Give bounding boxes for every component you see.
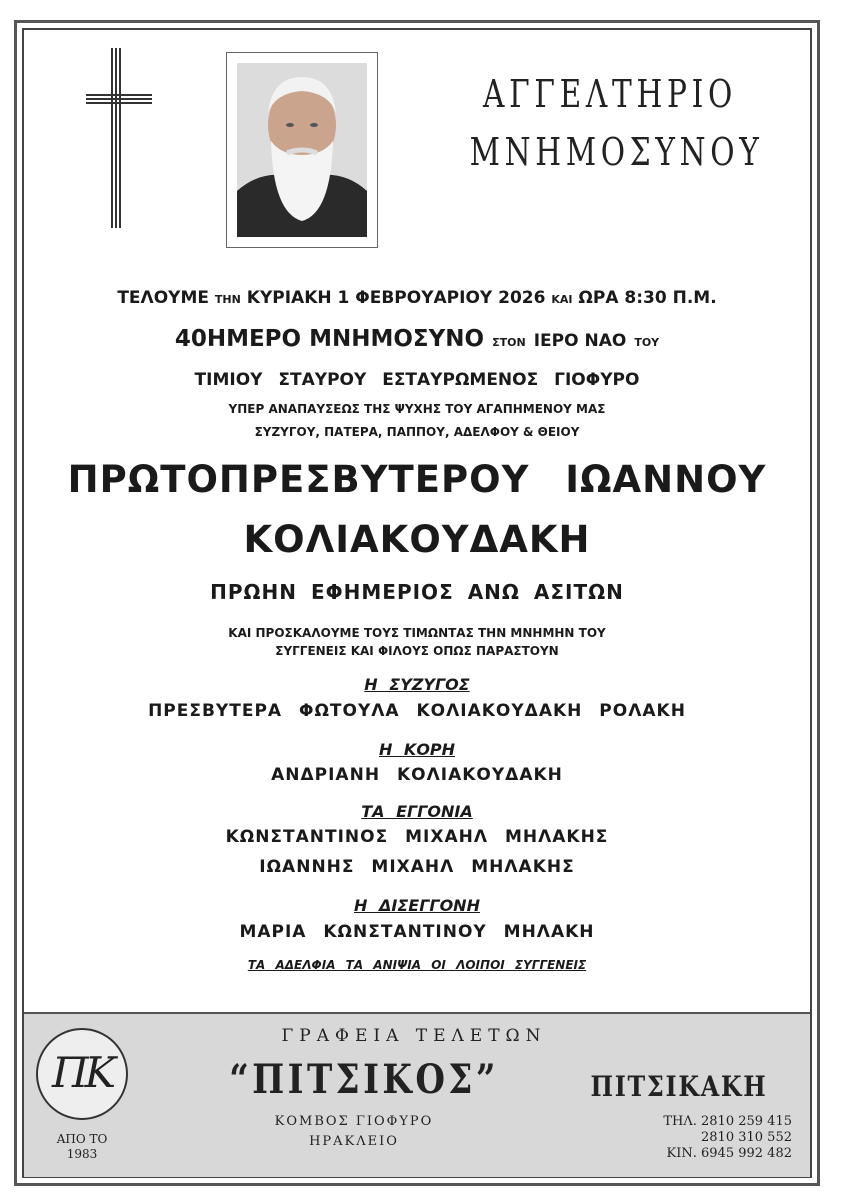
brand-name: “ΠΙΤΣΙΚΟΣ” (229, 1056, 499, 1103)
great-grandchild-heading: Η ΔΙΣΕΓΓΟΝΗ (354, 896, 480, 915)
memorial-type: 40ΗΜΕΡΟ ΜΝΗΜΟΣΥΝΟ (174, 326, 485, 352)
title-line-1: ΑΓΓΕΛΤΗΡΙΟ (483, 72, 737, 116)
of-text: ΤΟΥ (634, 336, 660, 349)
portrait-photo (237, 63, 367, 237)
grandchild-name-1: ΚΩΝΣΤΑΝΤΙΝΟΣ ΜΙΧΑΗΛ ΜΗΛΑΚΗΣ (225, 827, 609, 847)
the-text: ΤΗΝ (214, 293, 241, 306)
deceased-role: ΠΡΩΗΝ ΕΦΗΜΕΡΙΟΣ ΑΝΩ ΑΣΙΤΩΝ (210, 580, 624, 604)
portrait-frame (226, 52, 378, 248)
portrait-illustration (237, 63, 367, 237)
at-text: ΣΤΟΝ (492, 336, 526, 349)
and-text: ΚΑΙ (551, 293, 573, 306)
time-text: ΩΡΑ 8:30 Π.Μ. (578, 288, 717, 308)
address-line-2: ΗΡΑΚΛΕΙΟ (309, 1134, 399, 1149)
memorial-line (28, 326, 806, 352)
grandchildren-heading: ΤΑ ΕΓΓΟΝΙΑ (361, 802, 473, 821)
we-hold-text: ΤΕΛΟΥΜΕ (117, 288, 209, 308)
since-year: 1983 (66, 1147, 98, 1161)
other-relatives-line: ΤΑ ΑΔΕΛΦΙΑ ΤΑ ΑΝΙΨΙΑ ΟΙ ΛΟΙΠΟΙ ΣΥΓΓΕΝΕΙΣ (247, 958, 587, 972)
daughter-name: ΑΝΔΡΙΑΝΗ ΚΟΛΙΑΚΟΥΔΑΚΗ (271, 765, 563, 785)
cross-icon (86, 48, 152, 228)
service-date-line (28, 288, 806, 308)
office-label: ΓΡΑΦΕΙΑ ΤΕΛΕΤΩΝ (281, 1026, 547, 1046)
invitation-line-2: ΣΥΓΓΕΝΕΙΣ ΚΑΙ ΦΙΛΟΥΣ ΟΠΩΣ ΠΑΡΑΣΤΟΥΝ (275, 644, 559, 658)
phone-2: 2810 310 552 (701, 1130, 792, 1145)
pk-logo-icon (36, 1028, 128, 1120)
church-text: ΙΕΡΟ ΝΑΟ (533, 331, 627, 351)
phone-list (572, 1114, 792, 1162)
funeral-office-footer (24, 1012, 810, 1177)
spouse-heading: Η ΣΥΖΥΓΟΣ (364, 675, 470, 694)
spouse-name: ΠΡΕΣΒΥΤΕΡΑ ΦΩΤΟΥΛΑ ΚΟΛΙΑΚΟΥΔΑΚΗ ΡΟΛΑΚΗ (148, 701, 686, 721)
mobile-phone: ΚΙΝ. 6945 992 482 (666, 1146, 792, 1161)
owner-name: ΠΙΤΣΙΚΑΚΗ (590, 1070, 768, 1103)
great-grandchild-name: ΜΑΡΙΑ ΚΩΝΣΤΑΝΤΙΝΟΥ ΜΗΛΑΚΗ (239, 922, 595, 942)
phone-1: ΤΗΛ. 2810 259 415 (663, 1114, 792, 1129)
title-line-2: ΜΝΗΜΟΣΥΝΟΥ (469, 130, 764, 174)
prayer-line: ΥΠΕΡ ΑΝΑΠΑΥΣΕΩΣ ΤΗΣ ΨΥΧΗΣ ΤΟΥ ΑΓΑΠΗΜΕΝΟΥ ΜΑΣ (228, 402, 606, 416)
deceased-name-line-1: ΠΡΩΤΟΠΡΕΣΒΥΤΕΡΟΥ ΙΩΑΝΝΟΥ (67, 458, 767, 501)
since-label (34, 1132, 130, 1162)
church-name: ΤΙΜΙΟΥ ΣΤΑΥΡΟΥ ΕΣΤΑΥΡΩΜΕΝΟΣ ΓΙΟΦΥΡΟ (194, 370, 640, 390)
daughter-heading: Η ΚΟΡΗ (378, 740, 456, 759)
invitation-line-1: ΚΑΙ ΠΡΟΣΚΑΛΟΥΜΕ ΤΟΥΣ ΤΙΜΩΝΤΑΣ ΤΗΝ ΜΝΗΜΗΝ ΤΟΥ (228, 626, 606, 640)
since-text: ΑΠΟ ΤΟ (56, 1132, 108, 1146)
relations-line: ΣΥΖΥΓΟΥ, ΠΑΤΕΡΑ, ΠΑΠΠΟΥ, ΑΔΕΛΦΟΥ & ΘΕΙΟΥ (254, 425, 580, 439)
deceased-name-line-2: ΚΟΛΙΑΚΟΥΔΑΚΗ (243, 518, 591, 561)
date-text: ΚΥΡΙΑΚΗ 1 ΦΕΒΡΟΥΑΡΙΟΥ 2026 (246, 288, 546, 308)
logo-monogram: ΠΚ (51, 1048, 112, 1097)
address-line-1: ΚΟΜΒΟΣ ΓΙΟΦΥΡΟ (274, 1114, 434, 1129)
grandchild-name-2: ΙΩΑΝΝΗΣ ΜΙΧΑΗΛ ΜΗΛΑΚΗΣ (259, 857, 575, 877)
